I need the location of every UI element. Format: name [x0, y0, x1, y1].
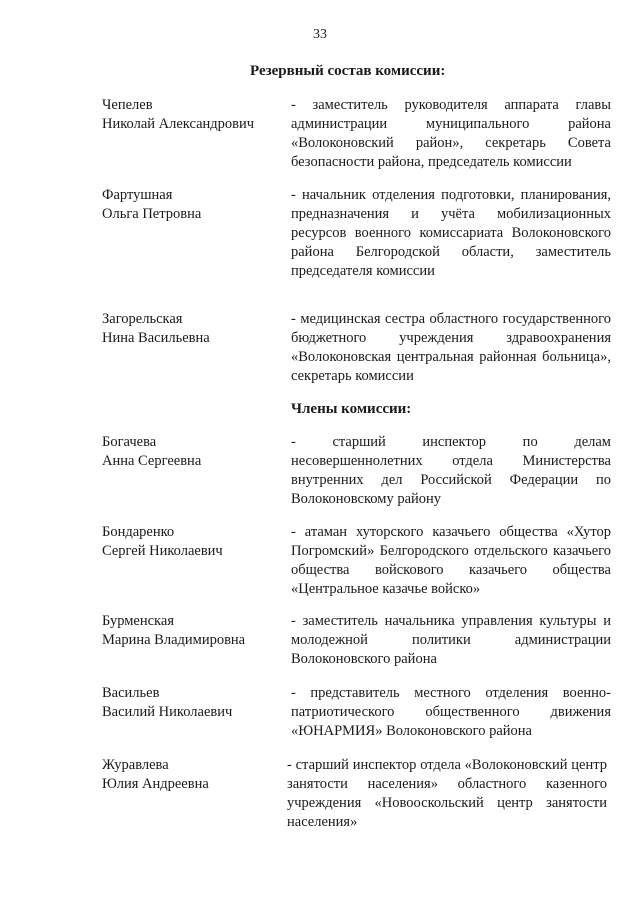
members-section-title: Члены комиссии: [291, 401, 412, 417]
person-name [102, 186, 282, 224]
person-role: - начальник отделения подготовки, планирования, предназначения и учёта мобилизационных ресурсов военного комиссариата Волоконовского района Белгородской области, заместитель председателя комиссии [291, 187, 611, 279]
person-surname: Чепелев [102, 97, 153, 113]
person-given-name: Ольга Петровна [102, 206, 202, 222]
person-given-name: Анна Сергеевна [102, 453, 202, 469]
person-name [102, 96, 282, 134]
person-name [102, 756, 282, 794]
person-surname: Богачева [102, 434, 157, 450]
person-role: - атаман хуторского казачьего общества «Хутор Погромский» Белгородского отдельского казачьего общества войскового казачьего общества «Центральное казачье войско» [291, 524, 611, 597]
page-number: 33 [313, 27, 327, 42]
person-given-name: Сергей Николаевич [102, 543, 223, 559]
person-name [102, 684, 282, 722]
person-surname: Журавлева [102, 757, 169, 773]
person-given-name: Марина Владимировна [102, 632, 246, 648]
person-role: - заместитель руководителя аппарата главы администрации муниципального района «Волоконовский район», секретарь Совета безопасности района, председатель комиссии [291, 97, 611, 170]
person-surname: Бурменская [102, 613, 174, 629]
person-role: - заместитель начальника управления культуры и молодежной политики администрации Волоконовского района [291, 613, 611, 667]
person-given-name: Василий Николаевич [102, 704, 233, 720]
person-given-name: Николай Александрович [102, 116, 255, 132]
person-role: - старший инспектор по делам несовершеннолетних отдела Министерства внутренних дел Российской Федерации по Волоконовскому району [291, 434, 611, 507]
person-name [102, 523, 282, 561]
person-name [102, 612, 282, 650]
person-name [102, 433, 282, 471]
person-name [102, 310, 282, 348]
person-surname: Загорельская [102, 311, 183, 327]
person-role: - медицинская сестра областного государственного бюджетного учреждения здравоохранения «Волоконовская центральная районная больница», секретарь комиссии [291, 311, 611, 384]
person-given-name: Нина Васильевна [102, 330, 210, 346]
reserve-section-title: Резервный состав комиссии: [250, 63, 446, 79]
person-role: - старший инспектор отдела «Волоконовский центр занятости населения» областного казенного учреждения «Новооскольский центр занятости населения» [287, 757, 607, 830]
person-surname: Бондаренко [102, 524, 175, 540]
person-given-name: Юлия Андреевна [102, 776, 209, 792]
person-surname: Фартушная [102, 187, 173, 203]
person-surname: Васильев [102, 685, 160, 701]
person-role: - представитель местного отделения военно-патриотического общественного движения «ЮНАРМИЯ» Волоконовского района [291, 685, 611, 739]
